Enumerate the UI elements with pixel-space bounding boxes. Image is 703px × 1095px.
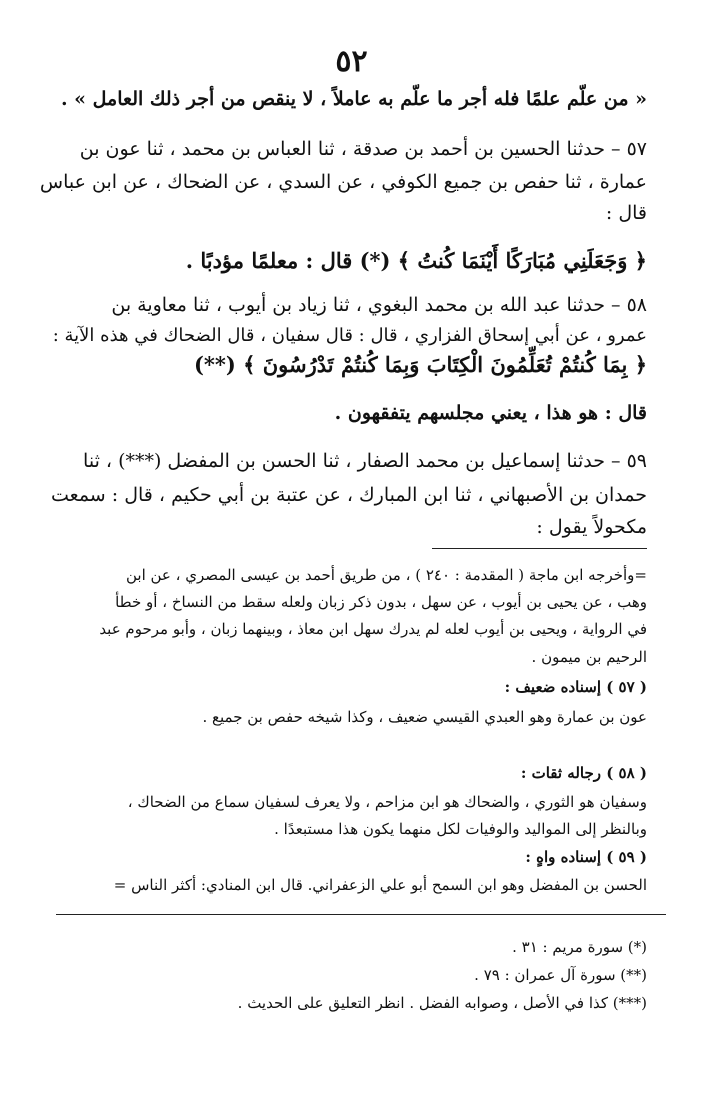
note-line-59: الحسن بن المفضل وهو ابن السمح أبو علي الزعفراني. قال ابن المنادي: أكثر الناس = [113,876,647,894]
main-line-10: ٥٩ – حدثنا إسماعيل بن محمد الصفار ، ثنا الحسن بن المفضل (***) ، ثنا [83,450,647,472]
note-line-4: الرحيم بن ميمون . [531,648,647,666]
page-number: ٥٢ [335,44,368,79]
footnote-3: (***) كذا في الأصل ، وصوابه الفضل . انظر التعليق على الحديث . [237,994,647,1012]
quran-verse-1: ﴿ وَجَعَلَنِي مُبَارَكًا أَيْنَمَا كُنتُ ﴾ (*) قال : معلمًا مؤدبًا . [185,248,647,273]
note-heading-58: ( ٥٨ ) رجاله ثقات : [520,764,647,782]
main-line-11: حمدان بن الأصبهاني ، ثنا ابن المبارك ، عن عتبة بن أبي حكيم ، قال : سمعت [51,484,647,506]
note-line-2: وهب ، عن يحيى بن أيوب ، عن سهل ، بدون ذكر زبان ولعله سقط من النساخ ، أو خطأ [115,593,647,611]
note-heading-57: ( ٥٧ ) إسناده ضعيف : [504,678,647,696]
main-line-3: عمارة ، ثنا حفص بن جميع الكوفي ، عن السدي ، عن الضحاك ، عن ابن عباس [39,171,647,193]
note-line-57: عون بن عمارة وهو العبدي القيسي ضعيف ، وكذا شيخه حفص بن جميع . [202,708,647,726]
note-line-3: في الرواية ، ويحيى بن أيوب لعله لم يدرك سهل ابن معاذ ، وبينهما زبان ، وأبو مرحوم عبد [99,620,647,638]
footnotes-divider [56,914,666,915]
main-line-4: قال : [605,202,647,224]
main-line-12: مكحولاً يقول : [536,516,647,538]
quran-verse-2: ﴿ بِمَا كُنتُمْ تُعَلِّمُونَ الْكِتَابَ وَبِمَا كُنتُمْ تَدْرُسُونَ ﴾ (**) [194,352,647,377]
main-line-1: « من علّم علمًا فله أجر ما علّم به عاملاً ، لا ينقص من أجر ذلك العامل » . [60,88,647,110]
main-line-7: عمرو ، عن أبي إسحاق الفزاري ، قال : قال سفيان ، قال الضحاك في هذه الآية : [52,325,647,346]
note-line-1: =وأخرجه ابن ماجة ( المقدمة : ٢٤٠ ) ، من طريق أحمد بن عيسى المصري ، عن ابن [125,566,647,584]
main-line-6: ٥٨ – حدثنا عبد الله بن محمد البغوي ، ثنا زياد بن أيوب ، ثنا معاوية بن [111,294,647,316]
note-line-58b: وبالنظر إلى المواليد والوفيات لكل منهما يكون هذا مستبعدًا . [274,820,647,838]
note-heading-59: ( ٥٩ ) إسناده واهٍ : [525,848,647,866]
note-line-58a: وسفيان هو الثوري ، والضحاك هو ابن مزاحم ، ولا يعرف لسفيان سماع من الضحاك ، [127,793,647,811]
footnote-1: (*) سورة مريم : ٣١ . [512,938,647,956]
main-line-9: قال : هو هذا ، يعني مجلسهم يتفقهون . [334,402,647,424]
main-line-2: ٥٧ – حدثنا الحسين بن أحمد بن صدقة ، ثنا العباس بن محمد ، ثنا عون بن [79,138,647,160]
notes-divider [432,548,647,549]
footnote-2: (**) سورة آل عمران : ٧٩ . [474,966,647,984]
